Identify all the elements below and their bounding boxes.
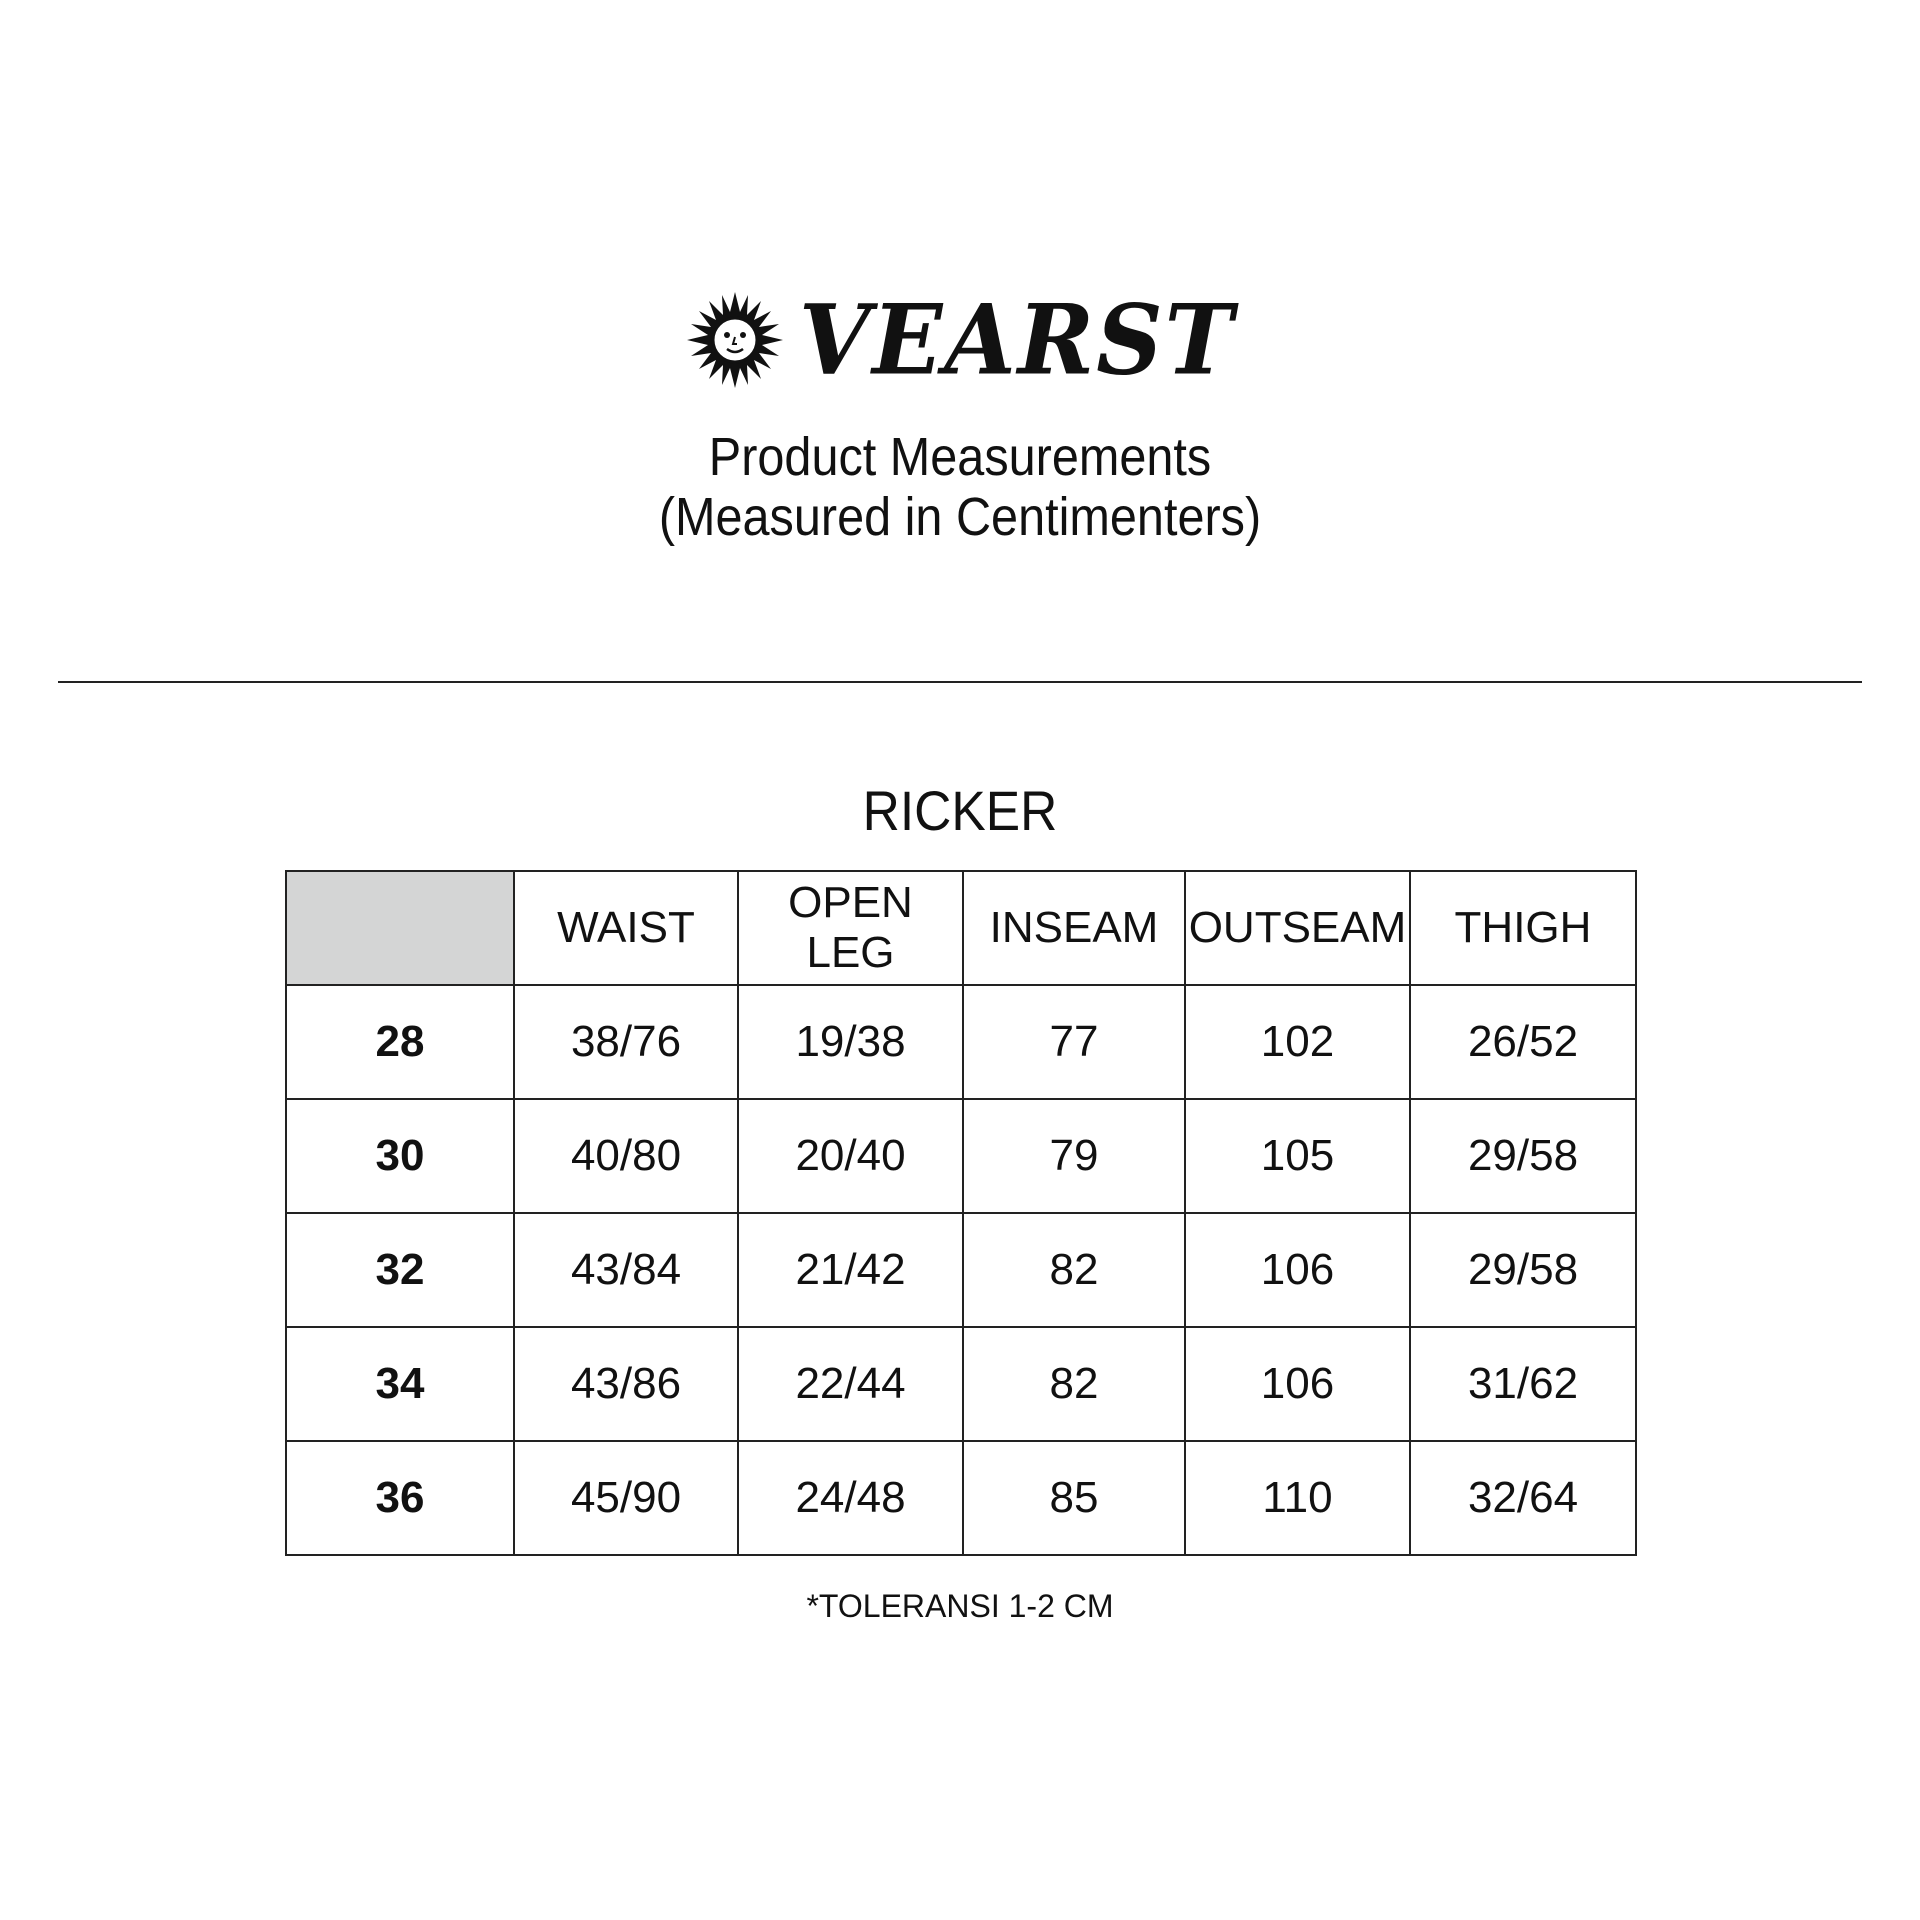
table-cell: 77: [963, 985, 1185, 1099]
table-cell: 38/76: [514, 985, 738, 1099]
table-cell: 40/80: [514, 1099, 738, 1213]
size-label: 28: [286, 985, 514, 1099]
table-cell: 24/48: [738, 1441, 963, 1555]
table-cell: 19/38: [738, 985, 963, 1099]
divider: [58, 681, 1862, 683]
table-cell: 31/62: [1410, 1327, 1636, 1441]
table-cell: 82: [963, 1327, 1185, 1441]
brand-wordmark: VEARST: [798, 283, 1236, 397]
table-cell: 43/86: [514, 1327, 738, 1441]
table-cell: 43/84: [514, 1213, 738, 1327]
table-row: [286, 985, 1636, 1099]
column-header-open-leg: OPEN LEG: [738, 871, 963, 985]
column-header-waist: WAIST: [514, 871, 738, 985]
size-table: [285, 870, 1637, 1556]
table-corner-cell: [286, 871, 514, 985]
table-cell: 45/90: [514, 1441, 738, 1555]
product-name: RICKER: [862, 779, 1058, 842]
table-cell: 22/44: [738, 1327, 963, 1441]
table-cell: 32/64: [1410, 1441, 1636, 1555]
size-label: 30: [286, 1099, 514, 1213]
size-label: 36: [286, 1441, 514, 1555]
tolerance-note: *TOLERANSI 1-2 CM: [806, 1588, 1114, 1624]
table-cell: 106: [1185, 1327, 1410, 1441]
table-row: [286, 1441, 1636, 1555]
table-row: [286, 1099, 1636, 1213]
table-row: [286, 1213, 1636, 1327]
table-cell: 29/58: [1410, 1099, 1636, 1213]
size-label: 32: [286, 1213, 514, 1327]
column-header-inseam: INSEAM: [963, 871, 1185, 985]
column-header-thigh: THIGH: [1410, 871, 1636, 985]
table-cell: 106: [1185, 1213, 1410, 1327]
table-cell: 110: [1185, 1441, 1410, 1555]
table-cell: 20/40: [738, 1099, 963, 1213]
table-cell: 102: [1185, 985, 1410, 1099]
page-title: Product Measurements: [708, 427, 1212, 487]
size-label: 34: [286, 1327, 514, 1441]
table-row: [286, 1327, 1636, 1441]
brand-logo: [0, 283, 1920, 397]
table-cell: 79: [963, 1099, 1185, 1213]
sun-face-icon: [685, 290, 785, 390]
table-cell: 21/42: [738, 1213, 963, 1327]
table-cell: 85: [963, 1441, 1185, 1555]
column-header-outseam: OUTSEAM: [1185, 871, 1410, 985]
table-cell: 82: [963, 1213, 1185, 1327]
page-subtitle: (Measured in Centimenters): [658, 487, 1262, 547]
table-cell: 26/52: [1410, 985, 1636, 1099]
table-header-row: [286, 871, 1636, 985]
table-cell: 105: [1185, 1099, 1410, 1213]
table-cell: 29/58: [1410, 1213, 1636, 1327]
